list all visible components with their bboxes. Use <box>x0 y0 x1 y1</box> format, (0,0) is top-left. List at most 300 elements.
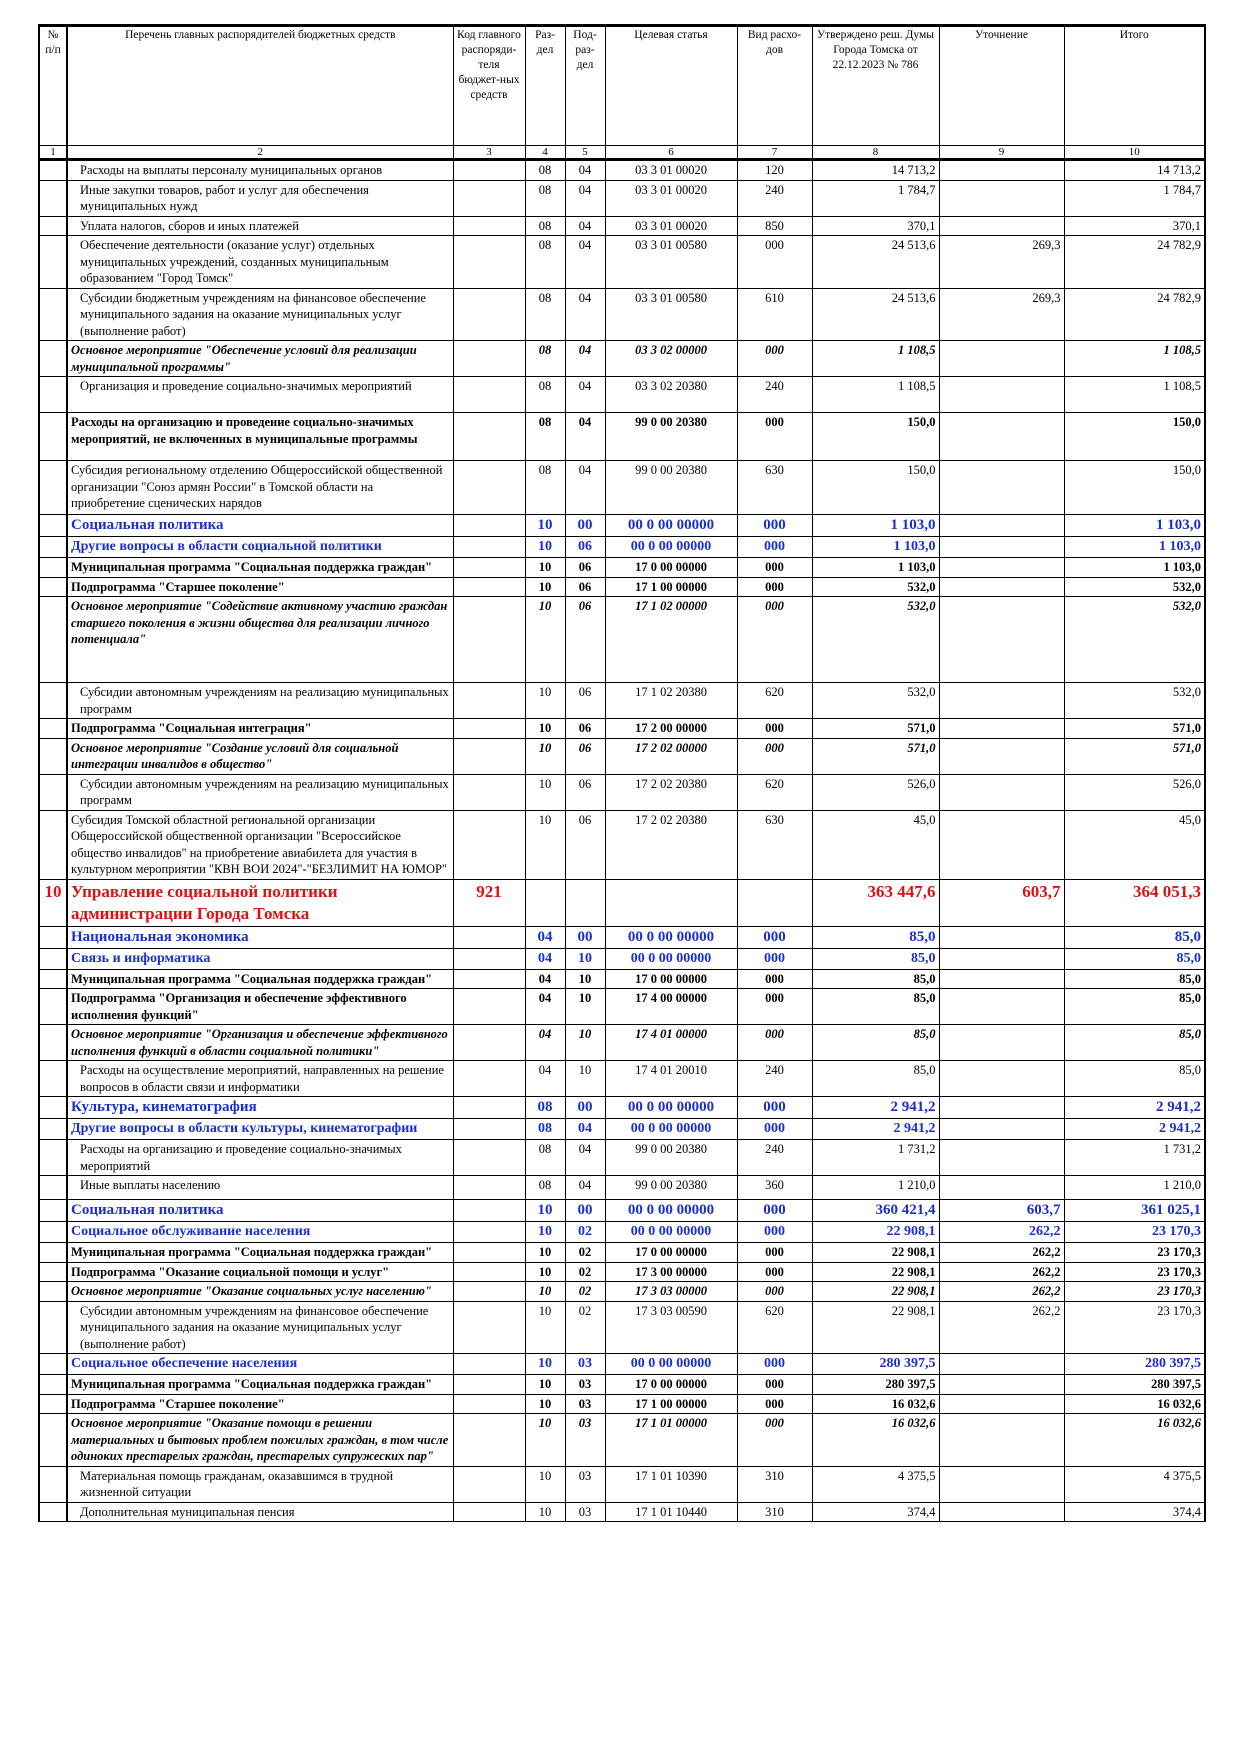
row-number-cell <box>39 558 67 578</box>
row-vid-cell: 000 <box>737 1394 812 1414</box>
row-change-cell <box>939 1119 1064 1140</box>
row-razdel-cell: 10 <box>525 719 565 739</box>
row-number-cell <box>39 1061 67 1097</box>
row-vid-cell: 310 <box>737 1502 812 1522</box>
row-code-cell <box>453 461 525 515</box>
row-total-cell: 24 782,9 <box>1064 236 1205 289</box>
table-row <box>39 160 1205 181</box>
row-number-cell <box>39 216 67 236</box>
row-name-cell: Субсидии автономным учреждениям на финансовое обеспечение муниципального задания на оказание муниципальных услуг (выполнение работ) <box>67 1301 453 1354</box>
row-change-cell <box>939 341 1064 377</box>
table-body <box>39 160 1205 1522</box>
row-name-cell: Основное мероприятие "Обеспечение условий для реализации муниципальной программы" <box>67 341 453 377</box>
row-target-cell: 17 2 00 00000 <box>605 719 737 739</box>
row-code-cell <box>453 216 525 236</box>
table-row <box>39 1301 1205 1354</box>
row-approved-cell: 374,4 <box>812 1502 939 1522</box>
header-vid: Вид расхо-дов <box>737 26 812 146</box>
row-code-cell <box>453 719 525 739</box>
row-change-cell <box>939 160 1064 181</box>
row-change-cell <box>939 216 1064 236</box>
row-total-cell: 150,0 <box>1064 461 1205 515</box>
row-razdel-cell: 08 <box>525 1097 565 1119</box>
row-change-cell <box>939 948 1064 969</box>
row-target-cell: 17 1 01 10390 <box>605 1466 737 1502</box>
row-vid-cell: 620 <box>737 1301 812 1354</box>
row-podrazdel-cell: 03 <box>565 1414 605 1467</box>
row-vid-cell: 000 <box>737 1354 812 1375</box>
row-razdel-cell: 08 <box>525 461 565 515</box>
row-name-cell: Основное мероприятие "Оказание помощи в решении материальных и бытовых проблем пожилых граждан, в том числе одиноких престарелых граждан, престарелых супружеских пар" <box>67 1414 453 1467</box>
row-target-cell: 99 0 00 20380 <box>605 461 737 515</box>
row-approved-cell: 4 375,5 <box>812 1466 939 1502</box>
row-target-cell: 17 4 01 00000 <box>605 1025 737 1061</box>
table-row <box>39 515 1205 537</box>
row-total-cell: 14 713,2 <box>1064 160 1205 181</box>
row-target-cell: 17 0 00 00000 <box>605 558 737 578</box>
row-podrazdel-cell: 04 <box>565 288 605 341</box>
row-name-cell: Основное мероприятие "Содействие активному участию граждан старшего поколения в жизни общества для реализации личного потенциала" <box>67 597 453 683</box>
row-number-cell <box>39 969 67 989</box>
row-code-cell <box>453 926 525 948</box>
row-target-cell: 17 0 00 00000 <box>605 1375 737 1395</box>
row-code-cell <box>453 1140 525 1176</box>
row-total-cell: 85,0 <box>1064 1061 1205 1097</box>
row-number-cell <box>39 926 67 948</box>
row-razdel-cell: 10 <box>525 1222 565 1243</box>
table-row <box>39 926 1205 948</box>
row-change-cell <box>939 989 1064 1025</box>
row-total-cell: 1 108,5 <box>1064 377 1205 413</box>
budget-table <box>38 24 1206 1522</box>
row-change-cell <box>939 413 1064 461</box>
row-vid-cell: 000 <box>737 1222 812 1243</box>
row-vid-cell: 000 <box>737 597 812 683</box>
row-change-cell <box>939 180 1064 216</box>
row-change-cell <box>939 461 1064 515</box>
row-code-cell <box>453 1414 525 1467</box>
row-approved-cell: 1 731,2 <box>812 1140 939 1176</box>
table-row <box>39 597 1205 683</box>
row-change-cell <box>939 810 1064 879</box>
row-code-cell <box>453 1262 525 1282</box>
row-razdel-cell: 08 <box>525 1140 565 1176</box>
table-row <box>39 558 1205 578</box>
row-vid-cell: 620 <box>737 774 812 810</box>
row-code-cell <box>453 989 525 1025</box>
row-total-cell: 16 032,6 <box>1064 1394 1205 1414</box>
row-podrazdel-cell: 04 <box>565 236 605 289</box>
row-vid-cell: 000 <box>737 537 812 558</box>
row-approved-cell: 1 210,0 <box>812 1176 939 1200</box>
row-podrazdel-cell: 10 <box>565 1025 605 1061</box>
row-change-cell <box>939 774 1064 810</box>
row-vid-cell: 630 <box>737 810 812 879</box>
header-total: Итого <box>1064 26 1205 146</box>
row-number-cell <box>39 577 67 597</box>
row-vid-cell: 000 <box>737 719 812 739</box>
row-number-cell <box>39 341 67 377</box>
row-vid-cell: 000 <box>737 738 812 774</box>
row-name-cell: Муниципальная программа "Социальная поддержка граждан" <box>67 969 453 989</box>
row-razdel-cell: 04 <box>525 948 565 969</box>
row-approved-cell: 22 908,1 <box>812 1222 939 1243</box>
table-row <box>39 413 1205 461</box>
row-razdel-cell: 08 <box>525 341 565 377</box>
row-code-cell <box>453 1025 525 1061</box>
row-target-cell: 00 0 00 00000 <box>605 926 737 948</box>
row-vid-cell: 000 <box>737 1262 812 1282</box>
row-approved-cell: 85,0 <box>812 948 939 969</box>
row-change-cell <box>939 719 1064 739</box>
column-number: 4 <box>525 146 565 160</box>
row-change-cell <box>939 1502 1064 1522</box>
row-name-cell: Социальное обслуживание населения <box>67 1222 453 1243</box>
row-number-cell <box>39 1394 67 1414</box>
row-podrazdel-cell: 06 <box>565 719 605 739</box>
header-num: № п/п <box>39 26 67 146</box>
row-vid-cell: 630 <box>737 461 812 515</box>
row-vid-cell: 240 <box>737 1061 812 1097</box>
row-target-cell: 00 0 00 00000 <box>605 1222 737 1243</box>
row-vid-cell: 000 <box>737 558 812 578</box>
row-vid-cell: 000 <box>737 413 812 461</box>
row-code-cell <box>453 577 525 597</box>
row-name-cell: Расходы на организацию и проведение социально-значимых мероприятий, не включенных в муниципальные программы <box>67 413 453 461</box>
row-number-cell <box>39 738 67 774</box>
row-podrazdel-cell: 10 <box>565 969 605 989</box>
table-row <box>39 1061 1205 1097</box>
row-target-cell: 99 0 00 20380 <box>605 1176 737 1200</box>
row-podrazdel-cell: 02 <box>565 1222 605 1243</box>
row-name-cell: Основное мероприятие "Организация и обеспечение эффективного исполнения функций в области социальной политики" <box>67 1025 453 1061</box>
row-name-cell: Другие вопросы в области социальной политики <box>67 537 453 558</box>
row-name-cell: Муниципальная программа "Социальная поддержка граждан" <box>67 558 453 578</box>
row-vid-cell: 000 <box>737 1375 812 1395</box>
table-row <box>39 377 1205 413</box>
row-podrazdel-cell: 04 <box>565 341 605 377</box>
table-row <box>39 1394 1205 1414</box>
row-change-cell <box>939 1414 1064 1467</box>
row-razdel-cell: 10 <box>525 738 565 774</box>
row-number-cell <box>39 683 67 719</box>
row-change-cell: 262,2 <box>939 1262 1064 1282</box>
row-approved-cell: 150,0 <box>812 461 939 515</box>
row-number-cell <box>39 1119 67 1140</box>
row-target-cell: 00 0 00 00000 <box>605 515 737 537</box>
table-row <box>39 948 1205 969</box>
row-change-cell: 603,7 <box>939 1200 1064 1222</box>
row-name-cell: Иные закупки товаров, работ и услуг для обеспечения муниципальных нужд <box>67 180 453 216</box>
row-podrazdel-cell: 04 <box>565 1176 605 1200</box>
row-name-cell: Культура, кинематография <box>67 1097 453 1119</box>
row-total-cell: 1 108,5 <box>1064 341 1205 377</box>
row-vid-cell: 000 <box>737 236 812 289</box>
row-change-cell: 262,2 <box>939 1282 1064 1302</box>
row-name-cell: Основное мероприятие "Оказание социальных услуг населению" <box>67 1282 453 1302</box>
row-target-cell: 17 1 01 00000 <box>605 1414 737 1467</box>
row-number-cell <box>39 810 67 879</box>
row-approved-cell: 532,0 <box>812 597 939 683</box>
row-code-cell <box>453 341 525 377</box>
row-approved-cell: 24 513,6 <box>812 288 939 341</box>
row-total-cell: 23 170,3 <box>1064 1222 1205 1243</box>
row-code-cell <box>453 1222 525 1243</box>
row-podrazdel-cell: 03 <box>565 1354 605 1375</box>
row-podrazdel-cell: 06 <box>565 537 605 558</box>
row-target-cell: 03 3 02 20380 <box>605 377 737 413</box>
row-target-cell: 00 0 00 00000 <box>605 948 737 969</box>
header-code: Код главного распоряди-теля бюджет-ных средств <box>453 26 525 146</box>
row-target-cell: 00 0 00 00000 <box>605 1097 737 1119</box>
row-code-cell <box>453 774 525 810</box>
table-row <box>39 180 1205 216</box>
row-change-cell <box>939 577 1064 597</box>
budget-table-sheet <box>38 24 1204 1522</box>
row-target-cell <box>605 879 737 926</box>
row-podrazdel-cell: 06 <box>565 558 605 578</box>
row-podrazdel-cell: 02 <box>565 1301 605 1354</box>
column-number: 2 <box>67 146 453 160</box>
row-total-cell: 364 051,3 <box>1064 879 1205 926</box>
row-total-cell: 532,0 <box>1064 683 1205 719</box>
row-name-cell: Муниципальная программа "Социальная поддержка граждан" <box>67 1375 453 1395</box>
row-name-cell: Другие вопросы в области культуры, кинематографии <box>67 1119 453 1140</box>
row-total-cell: 1 103,0 <box>1064 515 1205 537</box>
row-approved-cell: 532,0 <box>812 683 939 719</box>
row-code-cell <box>453 1282 525 1302</box>
row-number-cell <box>39 1301 67 1354</box>
row-podrazdel-cell: 04 <box>565 160 605 181</box>
row-podrazdel-cell: 04 <box>565 216 605 236</box>
row-approved-cell: 85,0 <box>812 969 939 989</box>
row-name-cell: Связь и информатика <box>67 948 453 969</box>
row-approved-cell: 24 513,6 <box>812 236 939 289</box>
row-change-cell <box>939 738 1064 774</box>
row-change-cell: 262,2 <box>939 1243 1064 1263</box>
row-name-cell: Дополнительная муниципальная пенсия <box>67 1502 453 1522</box>
row-vid-cell: 240 <box>737 377 812 413</box>
row-podrazdel-cell <box>565 879 605 926</box>
row-vid-cell: 000 <box>737 515 812 537</box>
row-razdel-cell: 10 <box>525 1200 565 1222</box>
row-total-cell: 374,4 <box>1064 1502 1205 1522</box>
row-name-cell: Субсидии бюджетным учреждениям на финансовое обеспечение муниципального задания на оказание муниципальных услуг (выполнение работ) <box>67 288 453 341</box>
row-total-cell: 1 103,0 <box>1064 558 1205 578</box>
row-razdel-cell: 04 <box>525 969 565 989</box>
row-razdel-cell: 08 <box>525 377 565 413</box>
header-target: Целевая статья <box>605 26 737 146</box>
row-code-cell <box>453 1354 525 1375</box>
row-code-cell <box>453 160 525 181</box>
row-razdel-cell: 08 <box>525 236 565 289</box>
row-approved-cell: 85,0 <box>812 1025 939 1061</box>
row-name-cell: Подпрограмма "Старшее поколение" <box>67 1394 453 1414</box>
row-code-cell <box>453 1200 525 1222</box>
row-change-cell <box>939 926 1064 948</box>
row-total-cell: 2 941,2 <box>1064 1119 1205 1140</box>
row-approved-cell: 85,0 <box>812 1061 939 1097</box>
row-change-cell <box>939 1025 1064 1061</box>
row-vid-cell: 000 <box>737 926 812 948</box>
row-change-cell <box>939 1375 1064 1395</box>
row-vid-cell: 000 <box>737 1200 812 1222</box>
row-code-cell <box>453 1502 525 1522</box>
row-razdel-cell: 10 <box>525 558 565 578</box>
row-podrazdel-cell: 06 <box>565 810 605 879</box>
row-number-cell <box>39 948 67 969</box>
row-target-cell: 17 4 00 00000 <box>605 989 737 1025</box>
row-total-cell: 85,0 <box>1064 989 1205 1025</box>
row-razdel-cell: 08 <box>525 1119 565 1140</box>
row-approved-cell: 571,0 <box>812 738 939 774</box>
row-name-cell: Национальная экономика <box>67 926 453 948</box>
table-row <box>39 683 1205 719</box>
row-target-cell: 00 0 00 00000 <box>605 1354 737 1375</box>
row-total-cell: 1 103,0 <box>1064 537 1205 558</box>
row-vid-cell: 000 <box>737 1025 812 1061</box>
row-approved-cell: 571,0 <box>812 719 939 739</box>
row-vid-cell: 000 <box>737 577 812 597</box>
row-total-cell: 370,1 <box>1064 216 1205 236</box>
row-number-cell <box>39 1282 67 1302</box>
row-change-cell <box>939 597 1064 683</box>
column-number: 9 <box>939 146 1064 160</box>
table-row <box>39 1502 1205 1522</box>
row-razdel-cell: 10 <box>525 1466 565 1502</box>
row-total-cell: 571,0 <box>1064 738 1205 774</box>
column-number: 10 <box>1064 146 1205 160</box>
row-vid-cell: 000 <box>737 1282 812 1302</box>
row-razdel-cell: 04 <box>525 926 565 948</box>
row-code-cell <box>453 1394 525 1414</box>
row-razdel-cell: 10 <box>525 1375 565 1395</box>
row-vid-cell <box>737 879 812 926</box>
row-change-cell: 262,2 <box>939 1222 1064 1243</box>
row-number-cell <box>39 288 67 341</box>
row-razdel-cell: 10 <box>525 774 565 810</box>
column-number: 1 <box>39 146 67 160</box>
row-total-cell: 2 941,2 <box>1064 1097 1205 1119</box>
row-total-cell: 23 170,3 <box>1064 1262 1205 1282</box>
table-row <box>39 1140 1205 1176</box>
row-change-cell <box>939 1140 1064 1176</box>
row-vid-cell: 000 <box>737 948 812 969</box>
row-code-cell <box>453 236 525 289</box>
row-total-cell: 280 397,5 <box>1064 1354 1205 1375</box>
row-name-cell: Подпрограмма "Оказание социальной помощи и услуг" <box>67 1262 453 1282</box>
row-total-cell: 45,0 <box>1064 810 1205 879</box>
row-name-cell: Социальное обеспечение населения <box>67 1354 453 1375</box>
row-razdel-cell: 04 <box>525 1025 565 1061</box>
row-target-cell: 03 3 01 00580 <box>605 288 737 341</box>
row-razdel-cell: 10 <box>525 515 565 537</box>
row-total-cell: 85,0 <box>1064 948 1205 969</box>
row-change-cell <box>939 377 1064 413</box>
row-code-cell: 921 <box>453 879 525 926</box>
row-total-cell: 24 782,9 <box>1064 288 1205 341</box>
row-change-cell <box>939 558 1064 578</box>
row-name-cell: Уплата налогов, сборов и иных платежей <box>67 216 453 236</box>
row-podrazdel-cell: 06 <box>565 683 605 719</box>
row-change-cell <box>939 537 1064 558</box>
row-name-cell: Субсидия Томской областной региональной организации Общероссийской общественной организации "Всероссийское общество инвалидов" на приобретение авиабилета для участия в культурном мероприятии "КВН ВОИ 2024"-"БЕЗЛИМИТ НА ЮМОР" <box>67 810 453 879</box>
row-vid-cell: 610 <box>737 288 812 341</box>
row-code-cell <box>453 180 525 216</box>
row-target-cell: 00 0 00 00000 <box>605 537 737 558</box>
row-target-cell: 00 0 00 00000 <box>605 1200 737 1222</box>
row-number-cell <box>39 515 67 537</box>
row-razdel-cell: 08 <box>525 160 565 181</box>
row-total-cell: 85,0 <box>1064 1025 1205 1061</box>
row-code-cell <box>453 1176 525 1200</box>
row-target-cell: 17 1 01 10440 <box>605 1502 737 1522</box>
table-row <box>39 989 1205 1025</box>
row-podrazdel-cell: 02 <box>565 1262 605 1282</box>
row-approved-cell: 1 103,0 <box>812 558 939 578</box>
row-target-cell: 03 3 01 00020 <box>605 216 737 236</box>
row-approved-cell: 22 908,1 <box>812 1262 939 1282</box>
row-change-cell <box>939 1354 1064 1375</box>
row-number-cell <box>39 537 67 558</box>
column-number: 5 <box>565 146 605 160</box>
row-approved-cell: 1 108,5 <box>812 341 939 377</box>
row-number-cell <box>39 1200 67 1222</box>
row-total-cell: 1 731,2 <box>1064 1140 1205 1176</box>
row-total-cell: 85,0 <box>1064 926 1205 948</box>
row-vid-cell: 000 <box>737 1097 812 1119</box>
row-target-cell: 03 3 01 00020 <box>605 180 737 216</box>
row-code-cell <box>453 288 525 341</box>
row-approved-cell: 1 103,0 <box>812 515 939 537</box>
row-approved-cell: 85,0 <box>812 926 939 948</box>
row-podrazdel-cell: 03 <box>565 1466 605 1502</box>
table-row <box>39 537 1205 558</box>
row-podrazdel-cell: 04 <box>565 413 605 461</box>
row-vid-cell: 310 <box>737 1466 812 1502</box>
row-approved-cell: 2 941,2 <box>812 1097 939 1119</box>
row-number-cell <box>39 1262 67 1282</box>
row-number-cell <box>39 1502 67 1522</box>
row-change-cell <box>939 969 1064 989</box>
header-approved: Утверждено реш. Думы Города Томска от 22.12.2023 № 786 <box>812 26 939 146</box>
table-row <box>39 1414 1205 1467</box>
row-name-cell: Обеспечение деятельности (оказание услуг) отдельных муниципальных учреждений, созданных муниципальным образованием "Город Томск" <box>67 236 453 289</box>
table-row <box>39 1119 1205 1140</box>
table-row <box>39 216 1205 236</box>
row-number-cell <box>39 377 67 413</box>
row-target-cell: 17 0 00 00000 <box>605 1243 737 1263</box>
row-number-cell <box>39 160 67 181</box>
row-vid-cell: 850 <box>737 216 812 236</box>
row-code-cell <box>453 683 525 719</box>
row-name-cell: Подпрограмма "Старшее поколение" <box>67 577 453 597</box>
row-vid-cell: 620 <box>737 683 812 719</box>
row-code-cell <box>453 537 525 558</box>
row-code-cell <box>453 810 525 879</box>
row-code-cell <box>453 413 525 461</box>
row-code-cell <box>453 1301 525 1354</box>
row-razdel-cell: 10 <box>525 1354 565 1375</box>
row-name-cell: Муниципальная программа "Социальная поддержка граждан" <box>67 1243 453 1263</box>
column-number: 7 <box>737 146 812 160</box>
table-row <box>39 1466 1205 1502</box>
row-target-cell: 17 3 03 00590 <box>605 1301 737 1354</box>
table-row <box>39 1375 1205 1395</box>
row-vid-cell: 360 <box>737 1176 812 1200</box>
column-number: 8 <box>812 146 939 160</box>
row-code-cell <box>453 597 525 683</box>
